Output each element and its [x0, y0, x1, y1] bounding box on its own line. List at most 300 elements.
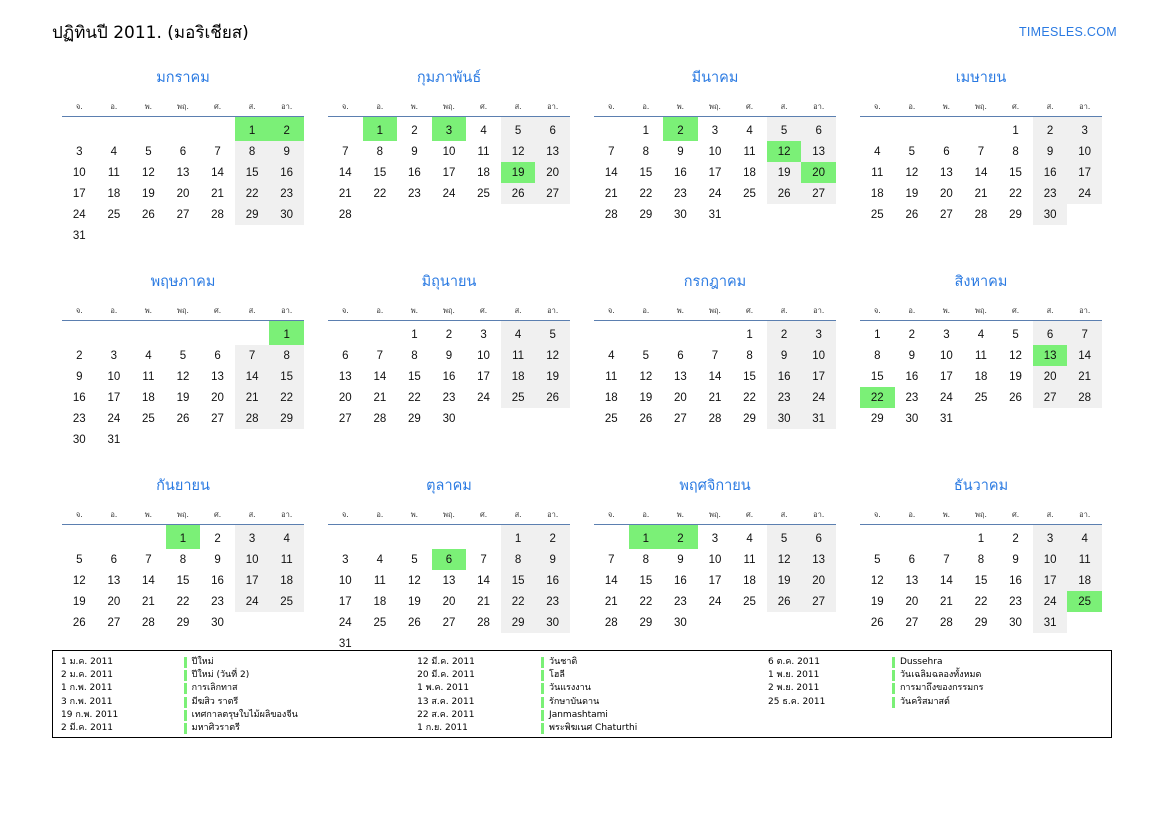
day-cell[interactable]: 7: [608, 553, 615, 566]
day-cell[interactable]: 28: [142, 616, 155, 629]
day-cell[interactable]: 8: [1012, 145, 1019, 158]
day-cell[interactable]: 27: [801, 183, 836, 204]
day-cell[interactable]: 27: [801, 591, 836, 612]
day-cell[interactable]: 11: [107, 166, 120, 179]
day-cell[interactable]: 19: [501, 162, 536, 183]
day-cell[interactable]: 1: [629, 525, 664, 550]
day-cell[interactable]: 9: [908, 349, 916, 362]
day-cell[interactable]: 3: [801, 321, 836, 346]
day-cell[interactable]: 18: [604, 391, 618, 404]
day-cell[interactable]: 23: [674, 595, 687, 608]
day-cell[interactable]: 27: [535, 183, 570, 204]
day-cell[interactable]: 2: [535, 525, 570, 550]
day-cell[interactable]: 29: [501, 612, 536, 633]
day-cell[interactable]: 3: [480, 328, 487, 341]
day-cell[interactable]: 16: [211, 574, 224, 587]
day-cell[interactable]: 8: [874, 349, 881, 362]
day-cell[interactable]: 21: [940, 595, 953, 608]
day-cell[interactable]: 15: [373, 166, 387, 179]
day-cell[interactable]: 11: [974, 349, 987, 362]
day-cell[interactable]: 30: [442, 412, 456, 425]
day-cell[interactable]: 19: [142, 187, 155, 200]
day-cell[interactable]: 2: [663, 525, 698, 550]
day-cell[interactable]: 20: [211, 391, 224, 404]
day-cell[interactable]: 5: [76, 553, 83, 566]
day-cell[interactable]: 5: [642, 349, 650, 362]
day-cell[interactable]: 16: [269, 162, 304, 183]
day-cell[interactable]: 16: [72, 391, 86, 404]
day-cell[interactable]: 25: [477, 187, 490, 200]
day-cell[interactable]: 4: [1067, 525, 1102, 550]
day-cell[interactable]: 29: [639, 208, 653, 221]
day-cell[interactable]: 2: [1033, 117, 1068, 142]
day-cell[interactable]: 26: [142, 208, 155, 221]
day-cell[interactable]: 25: [501, 387, 536, 408]
day-cell[interactable]: 4: [269, 525, 304, 550]
day-cell[interactable]: 10: [72, 166, 86, 179]
day-cell[interactable]: 10: [801, 345, 836, 366]
day-cell[interactable]: 9: [677, 553, 684, 566]
day-cell[interactable]: 2: [663, 117, 698, 142]
day-cell[interactable]: 15: [501, 570, 536, 591]
day-cell[interactable]: 5: [145, 145, 152, 158]
day-cell[interactable]: 30: [72, 433, 86, 446]
day-cell[interactable]: 13: [674, 370, 687, 383]
day-cell[interactable]: 30: [905, 412, 919, 425]
day-cell[interactable]: 1: [977, 532, 985, 545]
day-cell[interactable]: 11: [605, 370, 618, 383]
day-cell[interactable]: 27: [107, 616, 121, 629]
day-cell[interactable]: 29: [639, 616, 653, 629]
day-cell[interactable]: 5: [179, 349, 187, 362]
day-cell[interactable]: 10: [708, 553, 722, 566]
day-cell[interactable]: 12: [176, 370, 190, 383]
day-cell[interactable]: 23: [269, 183, 304, 204]
day-cell[interactable]: 5: [908, 145, 916, 158]
day-cell[interactable]: 17: [1033, 570, 1068, 591]
day-cell[interactable]: 22: [860, 387, 895, 408]
day-cell[interactable]: 30: [269, 204, 304, 225]
day-cell[interactable]: 24: [940, 391, 953, 404]
day-cell[interactable]: 21: [211, 187, 224, 200]
day-cell[interactable]: 10: [940, 349, 953, 362]
day-cell[interactable]: 3: [76, 145, 83, 158]
day-cell[interactable]: 2: [214, 532, 221, 545]
day-cell[interactable]: 27: [442, 616, 456, 629]
day-cell[interactable]: 11: [743, 553, 756, 566]
day-cell[interactable]: 12: [535, 345, 570, 366]
day-cell[interactable]: 3: [1067, 117, 1102, 142]
day-cell[interactable]: 18: [1067, 570, 1102, 591]
day-cell[interactable]: 4: [977, 328, 985, 341]
day-cell[interactable]: 16: [1009, 574, 1022, 587]
day-cell[interactable]: 14: [235, 366, 270, 387]
day-cell[interactable]: 31: [107, 433, 121, 446]
day-cell[interactable]: 2: [445, 328, 453, 341]
day-cell[interactable]: 10: [338, 574, 352, 587]
day-cell[interactable]: 22: [1009, 187, 1022, 200]
day-cell[interactable]: 6: [432, 549, 467, 570]
day-cell[interactable]: 28: [708, 412, 722, 425]
day-cell[interactable]: 4: [376, 553, 384, 566]
day-cell[interactable]: 4: [746, 532, 753, 545]
day-cell[interactable]: 15: [743, 370, 756, 383]
day-cell[interactable]: 12: [767, 141, 802, 162]
day-cell[interactable]: 1: [269, 321, 304, 346]
day-cell[interactable]: 11: [1067, 549, 1102, 570]
day-cell[interactable]: 9: [767, 345, 802, 366]
day-cell[interactable]: 19: [1009, 370, 1022, 383]
day-cell[interactable]: 13: [107, 574, 121, 587]
day-cell[interactable]: 13: [176, 166, 190, 179]
day-cell[interactable]: 19: [408, 595, 421, 608]
day-cell[interactable]: 13: [338, 370, 352, 383]
day-cell[interactable]: 17: [338, 595, 352, 608]
day-cell[interactable]: 23: [535, 591, 570, 612]
day-cell[interactable]: 16: [1033, 162, 1068, 183]
day-cell[interactable]: 6: [1033, 321, 1068, 346]
day-cell[interactable]: 6: [677, 349, 684, 362]
day-cell[interactable]: 23: [1009, 595, 1022, 608]
day-cell[interactable]: 13: [801, 141, 836, 162]
day-cell[interactable]: 22: [269, 387, 304, 408]
day-cell[interactable]: 1: [642, 124, 650, 137]
day-cell[interactable]: 16: [767, 366, 802, 387]
day-cell[interactable]: 13: [535, 141, 570, 162]
day-cell[interactable]: 29: [974, 616, 988, 629]
day-cell[interactable]: 28: [477, 616, 490, 629]
day-cell[interactable]: 12: [72, 574, 86, 587]
day-cell[interactable]: 10: [442, 145, 456, 158]
day-cell[interactable]: 20: [905, 595, 919, 608]
day-cell[interactable]: 29: [235, 204, 270, 225]
day-cell[interactable]: 31: [801, 408, 836, 429]
day-cell[interactable]: 13: [940, 166, 953, 179]
day-cell[interactable]: 23: [905, 391, 919, 404]
day-cell[interactable]: 20: [176, 187, 190, 200]
day-cell[interactable]: 22: [639, 595, 653, 608]
day-cell[interactable]: 8: [411, 349, 418, 362]
day-cell[interactable]: 18: [142, 391, 155, 404]
day-cell[interactable]: 23: [767, 387, 802, 408]
day-cell[interactable]: 27: [674, 412, 687, 425]
day-cell[interactable]: 21: [604, 595, 618, 608]
day-cell[interactable]: 18: [373, 595, 387, 608]
day-cell[interactable]: 29: [743, 412, 756, 425]
day-cell[interactable]: 5: [501, 117, 536, 142]
day-cell[interactable]: 6: [110, 553, 118, 566]
day-cell[interactable]: 4: [110, 145, 118, 158]
day-cell[interactable]: 15: [639, 166, 653, 179]
day-cell[interactable]: 3: [342, 553, 349, 566]
day-cell[interactable]: 5: [1012, 328, 1019, 341]
day-cell[interactable]: 26: [905, 208, 919, 221]
day-cell[interactable]: 8: [642, 553, 650, 566]
day-cell[interactable]: 9: [269, 141, 304, 162]
day-cell[interactable]: 27: [905, 616, 919, 629]
day-cell[interactable]: 8: [235, 141, 270, 162]
day-cell[interactable]: 1: [746, 328, 753, 341]
day-cell[interactable]: 28: [235, 408, 270, 429]
day-cell[interactable]: 18: [743, 166, 756, 179]
day-cell[interactable]: 20: [338, 391, 352, 404]
day-cell[interactable]: 15: [870, 370, 884, 383]
day-cell[interactable]: 22: [373, 187, 387, 200]
day-cell[interactable]: 17: [1067, 162, 1102, 183]
day-cell[interactable]: 24: [107, 412, 121, 425]
day-cell[interactable]: 20: [107, 595, 121, 608]
day-cell[interactable]: 29: [176, 616, 190, 629]
day-cell[interactable]: 14: [211, 166, 224, 179]
day-cell[interactable]: 17: [72, 187, 86, 200]
day-cell[interactable]: 13: [442, 574, 456, 587]
day-cell[interactable]: 27: [176, 208, 190, 221]
day-cell[interactable]: 9: [76, 370, 83, 383]
day-cell[interactable]: 8: [977, 553, 985, 566]
day-cell[interactable]: 6: [535, 117, 570, 142]
day-cell[interactable]: 22: [639, 187, 653, 200]
day-cell[interactable]: 25: [743, 187, 756, 200]
day-cell[interactable]: 9: [411, 145, 418, 158]
day-cell[interactable]: 11: [373, 574, 386, 587]
day-cell[interactable]: 16: [408, 166, 421, 179]
day-cell[interactable]: 7: [711, 349, 719, 362]
day-cell[interactable]: 12: [870, 574, 884, 587]
day-cell[interactable]: 13: [1033, 345, 1068, 366]
day-cell[interactable]: 9: [677, 145, 684, 158]
day-cell[interactable]: 31: [708, 208, 722, 221]
day-cell[interactable]: 25: [870, 208, 884, 221]
day-cell[interactable]: 11: [743, 145, 756, 158]
day-cell[interactable]: 7: [342, 145, 349, 158]
day-cell[interactable]: 18: [501, 366, 536, 387]
day-cell[interactable]: 31: [338, 637, 352, 650]
day-cell[interactable]: 1: [363, 117, 398, 142]
day-cell[interactable]: 25: [1067, 591, 1102, 612]
day-cell[interactable]: 14: [1067, 345, 1102, 366]
day-cell[interactable]: 27: [940, 208, 953, 221]
brand-link[interactable]: TIMESLES.COM: [1018, 25, 1117, 39]
day-cell[interactable]: 15: [408, 370, 421, 383]
day-cell[interactable]: 4: [480, 124, 487, 137]
day-cell[interactable]: 14: [477, 574, 490, 587]
day-cell[interactable]: 30: [535, 612, 570, 633]
day-cell[interactable]: 4: [874, 145, 881, 158]
day-cell[interactable]: 18: [743, 574, 756, 587]
day-cell[interactable]: 23: [442, 391, 456, 404]
day-cell[interactable]: 7: [145, 553, 152, 566]
day-cell[interactable]: 6: [943, 145, 950, 158]
day-cell[interactable]: 23: [211, 595, 224, 608]
day-cell[interactable]: 26: [870, 616, 884, 629]
day-cell[interactable]: 30: [211, 616, 224, 629]
day-cell[interactable]: 9: [1012, 553, 1019, 566]
day-cell[interactable]: 14: [373, 370, 387, 383]
day-cell[interactable]: 31: [940, 412, 953, 425]
day-cell[interactable]: 2: [411, 124, 418, 137]
day-cell[interactable]: 17: [708, 574, 722, 587]
day-cell[interactable]: 4: [746, 124, 753, 137]
day-cell[interactable]: 15: [639, 574, 653, 587]
day-cell[interactable]: 25: [107, 208, 121, 221]
day-cell[interactable]: 4: [501, 321, 536, 346]
day-cell[interactable]: 29: [870, 412, 884, 425]
day-cell[interactable]: 14: [338, 166, 352, 179]
day-cell[interactable]: 12: [1009, 349, 1022, 362]
day-cell[interactable]: 14: [604, 166, 618, 179]
day-cell[interactable]: 28: [940, 616, 953, 629]
day-cell[interactable]: 24: [708, 187, 722, 200]
day-cell[interactable]: 24: [801, 387, 836, 408]
day-cell[interactable]: 30: [1033, 204, 1068, 225]
day-cell[interactable]: 7: [235, 345, 270, 366]
day-cell[interactable]: 24: [235, 591, 270, 612]
day-cell[interactable]: 17: [708, 166, 722, 179]
day-cell[interactable]: 11: [477, 145, 490, 158]
day-cell[interactable]: 8: [746, 349, 753, 362]
day-cell[interactable]: 28: [974, 208, 988, 221]
day-cell[interactable]: 25: [604, 412, 618, 425]
day-cell[interactable]: 5: [411, 553, 418, 566]
day-cell[interactable]: 26: [639, 412, 653, 425]
day-cell[interactable]: 26: [767, 591, 802, 612]
day-cell[interactable]: 31: [72, 229, 86, 242]
day-cell[interactable]: 4: [608, 349, 615, 362]
day-cell[interactable]: 22: [974, 595, 988, 608]
day-cell[interactable]: 26: [535, 387, 570, 408]
day-cell[interactable]: 10: [477, 349, 490, 362]
day-cell[interactable]: 29: [1009, 208, 1022, 221]
day-cell[interactable]: 30: [767, 408, 802, 429]
day-cell[interactable]: 20: [674, 391, 687, 404]
day-cell[interactable]: 14: [142, 574, 155, 587]
day-cell[interactable]: 26: [72, 616, 86, 629]
day-cell[interactable]: 11: [501, 345, 536, 366]
day-cell[interactable]: 7: [214, 145, 221, 158]
day-cell[interactable]: 1: [501, 525, 536, 550]
day-cell[interactable]: 6: [179, 145, 187, 158]
day-cell[interactable]: 9: [214, 553, 221, 566]
day-cell[interactable]: 18: [107, 187, 121, 200]
day-cell[interactable]: 21: [708, 391, 722, 404]
day-cell[interactable]: 22: [743, 391, 756, 404]
day-cell[interactable]: 22: [235, 183, 270, 204]
day-cell[interactable]: 15: [974, 574, 988, 587]
day-cell[interactable]: 16: [442, 370, 456, 383]
day-cell[interactable]: 25: [373, 616, 387, 629]
day-cell[interactable]: 6: [801, 117, 836, 142]
day-cell[interactable]: 30: [1009, 616, 1022, 629]
day-cell[interactable]: 18: [269, 570, 304, 591]
day-cell[interactable]: 18: [477, 166, 490, 179]
day-cell[interactable]: 19: [767, 162, 802, 183]
day-cell[interactable]: 10: [107, 370, 121, 383]
day-cell[interactable]: 21: [1067, 366, 1102, 387]
day-cell[interactable]: 20: [801, 570, 836, 591]
day-cell[interactable]: 17: [801, 366, 836, 387]
day-cell[interactable]: 25: [743, 595, 756, 608]
day-cell[interactable]: 26: [501, 183, 536, 204]
day-cell[interactable]: 1: [1012, 124, 1019, 137]
day-cell[interactable]: 28: [338, 208, 352, 221]
day-cell[interactable]: 10: [1033, 549, 1068, 570]
day-cell[interactable]: 24: [442, 187, 456, 200]
day-cell[interactable]: 16: [535, 570, 570, 591]
day-cell[interactable]: 7: [608, 145, 615, 158]
day-cell[interactable]: 1: [235, 117, 270, 142]
day-cell[interactable]: 21: [974, 187, 988, 200]
day-cell[interactable]: 5: [767, 117, 802, 142]
day-cell[interactable]: 20: [1033, 366, 1068, 387]
day-cell[interactable]: 5: [767, 525, 802, 550]
day-cell[interactable]: 5: [535, 321, 570, 346]
day-cell[interactable]: 26: [1009, 391, 1022, 404]
day-cell[interactable]: 19: [72, 595, 86, 608]
day-cell[interactable]: 24: [338, 616, 352, 629]
day-cell[interactable]: 9: [1033, 141, 1068, 162]
day-cell[interactable]: 19: [870, 595, 884, 608]
day-cell[interactable]: 19: [176, 391, 190, 404]
day-cell[interactable]: 1: [874, 328, 881, 341]
day-cell[interactable]: 25: [142, 412, 155, 425]
day-cell[interactable]: 8: [179, 553, 187, 566]
day-cell[interactable]: 10: [1067, 141, 1102, 162]
day-cell[interactable]: 31: [1033, 612, 1068, 633]
day-cell[interactable]: 4: [145, 349, 152, 362]
day-cell[interactable]: 6: [908, 553, 916, 566]
day-cell[interactable]: 12: [639, 370, 653, 383]
day-cell[interactable]: 28: [604, 616, 618, 629]
day-cell[interactable]: 26: [176, 412, 190, 425]
day-cell[interactable]: 8: [501, 549, 536, 570]
day-cell[interactable]: 6: [801, 525, 836, 550]
day-cell[interactable]: 11: [142, 370, 155, 383]
day-cell[interactable]: 16: [905, 370, 919, 383]
day-cell[interactable]: 14: [940, 574, 953, 587]
day-cell[interactable]: 25: [269, 591, 304, 612]
day-cell[interactable]: 17: [107, 391, 121, 404]
day-cell[interactable]: 23: [408, 187, 421, 200]
day-cell[interactable]: 12: [767, 549, 802, 570]
day-cell[interactable]: 16: [674, 166, 687, 179]
day-cell[interactable]: 15: [269, 366, 304, 387]
day-cell[interactable]: 3: [110, 349, 118, 362]
day-cell[interactable]: 12: [501, 141, 536, 162]
day-cell[interactable]: 1: [166, 525, 201, 550]
day-cell[interactable]: 22: [176, 595, 190, 608]
day-cell[interactable]: 10: [235, 549, 270, 570]
day-cell[interactable]: 21: [142, 595, 155, 608]
day-cell[interactable]: 28: [211, 208, 224, 221]
day-cell[interactable]: 2: [908, 328, 916, 341]
day-cell[interactable]: 24: [708, 595, 722, 608]
day-cell[interactable]: 21: [235, 387, 270, 408]
day-cell[interactable]: 28: [1067, 387, 1102, 408]
day-cell[interactable]: 3: [943, 328, 950, 341]
day-cell[interactable]: 19: [767, 570, 802, 591]
day-cell[interactable]: 29: [408, 412, 421, 425]
day-cell[interactable]: 26: [767, 183, 802, 204]
day-cell[interactable]: 13: [211, 370, 224, 383]
day-cell[interactable]: 2: [767, 321, 802, 346]
day-cell[interactable]: 22: [408, 391, 421, 404]
day-cell[interactable]: 2: [76, 349, 83, 362]
day-cell[interactable]: 23: [1033, 183, 1068, 204]
day-cell[interactable]: 30: [674, 208, 687, 221]
day-cell[interactable]: 6: [214, 349, 221, 362]
day-cell[interactable]: 18: [870, 187, 884, 200]
day-cell[interactable]: 21: [604, 187, 618, 200]
